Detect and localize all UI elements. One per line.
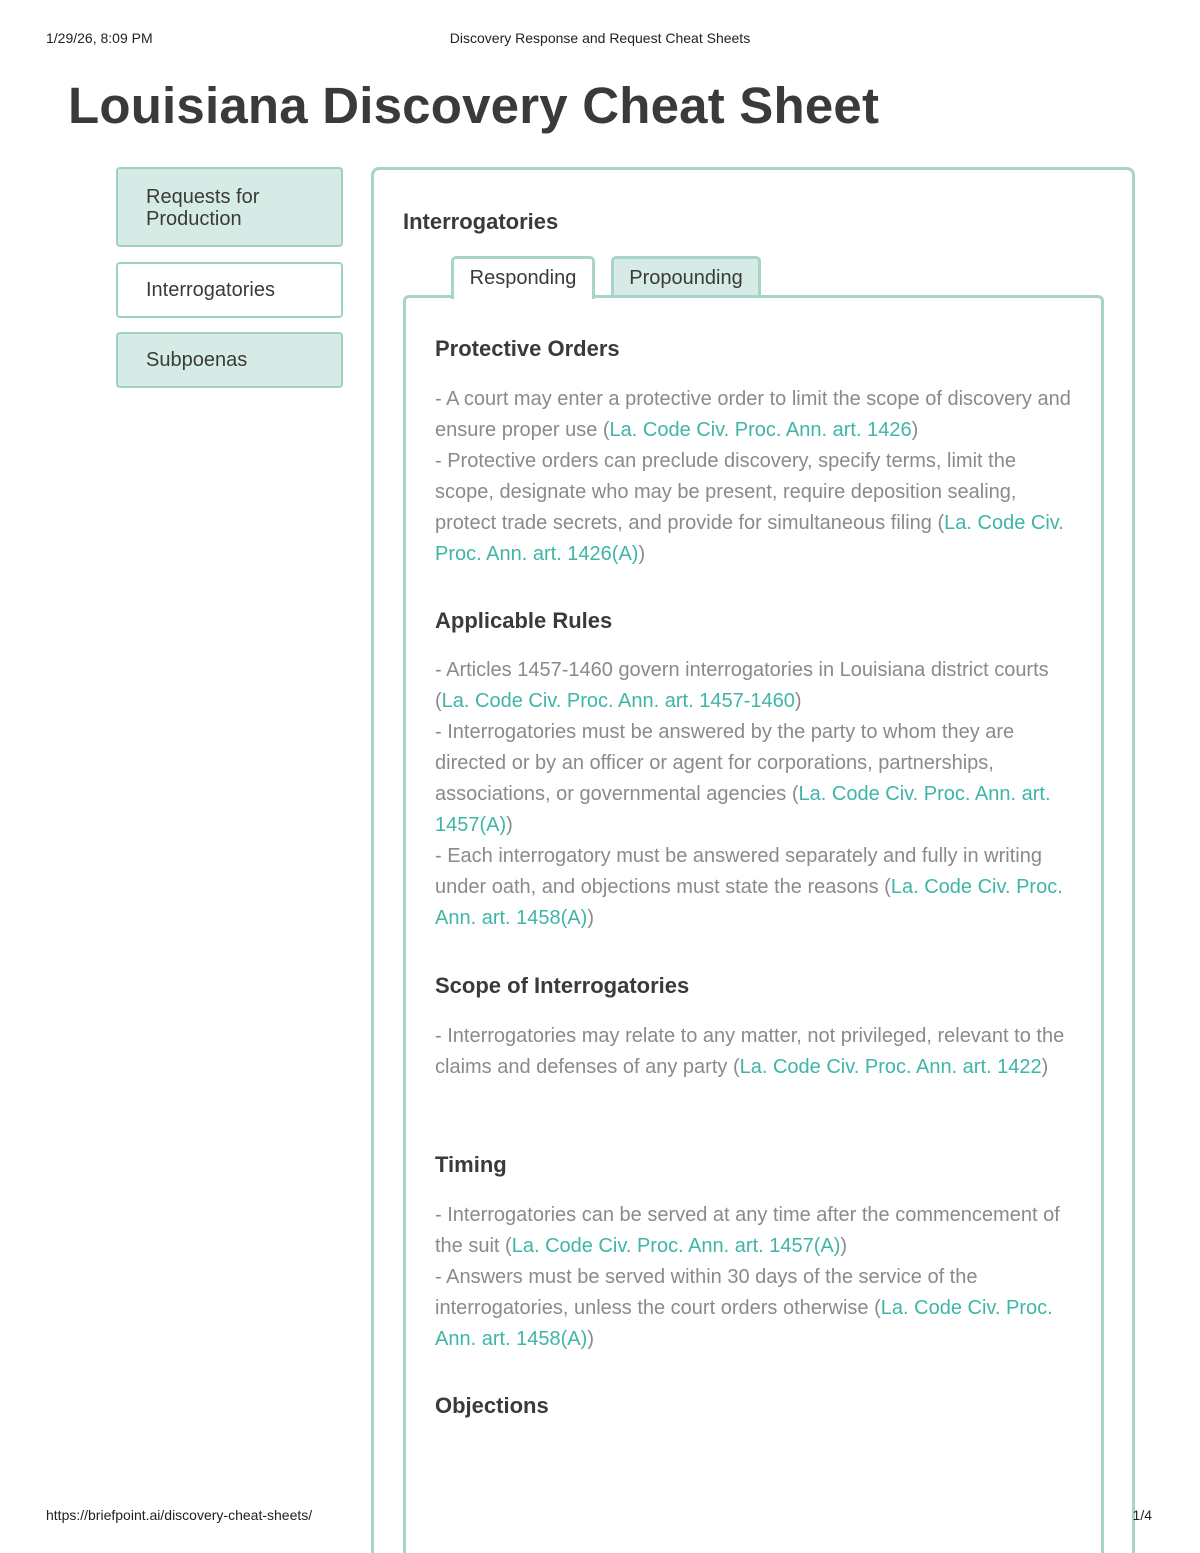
citation-link[interactable]: La. Code Civ. Proc. Ann. art. 1426(A) [435,512,1064,565]
citation-link[interactable]: La. Code Civ. Proc. Ann. art. 1426 [609,419,912,441]
text: - Each interrogatory must be answered separately and fully in writing under oath, and objections must state the reasons ( [435,845,1042,898]
tab-propounding[interactable]: Propounding [611,256,761,298]
text: ) [840,1235,848,1257]
text: - Interrogatories can be served at any time after the commencement of the suit ( [435,1204,1060,1257]
paragraph [435,1021,1075,1083]
section-title-scope: Scope of Interrogatories [435,973,690,998]
text: - Answers must be served within 30 days of the service of the interrogatories, unless the court orders otherwise ( [435,1266,978,1319]
section-body-protective-orders [435,384,1075,570]
text: ) [506,814,513,836]
paragraph [435,655,1075,717]
page-title: Louisiana Discovery Cheat Sheet [68,77,880,134]
text: ) [911,419,919,441]
page-number: 1/4 [1132,1507,1152,1523]
paragraph [435,446,1075,570]
text: ) [587,907,594,929]
citation-link[interactable]: La. Code Civ. Proc. Ann. art. 1457(A) [435,783,1051,836]
citation-link[interactable]: La. Code Civ. Proc. Ann. art. 1457-1460 [441,690,795,712]
section-title-objections: Objections [435,1393,549,1418]
text: ) [794,690,802,712]
text: ) [638,543,646,565]
section-body-applicable-rules [435,655,1075,934]
print-date: 1/29/26, 8:09 PM [46,30,153,46]
text: - A court may enter a protective order to limit the scope of discovery and ensure proper use ( [435,388,1071,441]
print-header [46,30,1154,48]
sidebar-item-label: Interrogatories [146,279,275,301]
section-title-applicable-rules: Applicable Rules [435,608,613,633]
citation-link[interactable]: La. Code Civ. Proc. Ann. art. 1458(A) [435,1297,1053,1350]
citation-link[interactable]: La. Code Civ. Proc. Ann. art. 1458(A) [435,876,1063,929]
section-title-timing: Timing [435,1152,507,1177]
text: - Protective orders can preclude discovery, specify terms, limit the scope, designate who may be present, require deposition sealing, protect trade secrets, and provide for simultaneous filing ( [435,450,1017,534]
section-body-scope [435,1021,1075,1083]
text: - Interrogatories must be answered by the party to whom they are directed or by an officer or agent for corporations, partnerships, associations, or governmental agencies ( [435,721,1015,805]
citation-link[interactable]: La. Code Civ. Proc. Ann. art. 1422 [739,1056,1042,1078]
citation-link[interactable]: La. Code Civ. Proc. Ann. art. 1457(A) [511,1235,841,1257]
paragraph [435,1200,1075,1262]
paragraph [435,841,1075,934]
sidebar-item-label: Requests for Production [146,186,260,230]
section-title-protective-orders: Protective Orders [435,336,620,361]
text: ) [1041,1056,1049,1078]
text: - Interrogatories may relate to any matter, not privileged, relevant to the claims and defenses of any party ( [435,1025,1065,1078]
sidebar-item-label: Subpoenas [146,349,248,371]
print-url: https://briefpoint.ai/discovery-cheat-sheets/ [46,1507,313,1523]
tab-responding[interactable]: Responding [451,256,595,299]
sidebar-item-interrogatories[interactable] [116,262,343,318]
paragraph [435,717,1075,841]
text: - Articles 1457-1460 govern interrogatories in Louisiana district courts ( [435,659,1049,712]
sidebar-item-requests-for-production[interactable] [116,167,343,247]
panel-heading: Interrogatories [403,209,559,234]
text: ) [587,1328,594,1350]
section-body-timing [435,1200,1075,1355]
paragraph [435,384,1075,446]
print-document-title: Discovery Response and Request Cheat Sheets [449,30,751,46]
sidebar-item-subpoenas[interactable] [116,332,343,388]
paragraph [435,1262,1075,1355]
